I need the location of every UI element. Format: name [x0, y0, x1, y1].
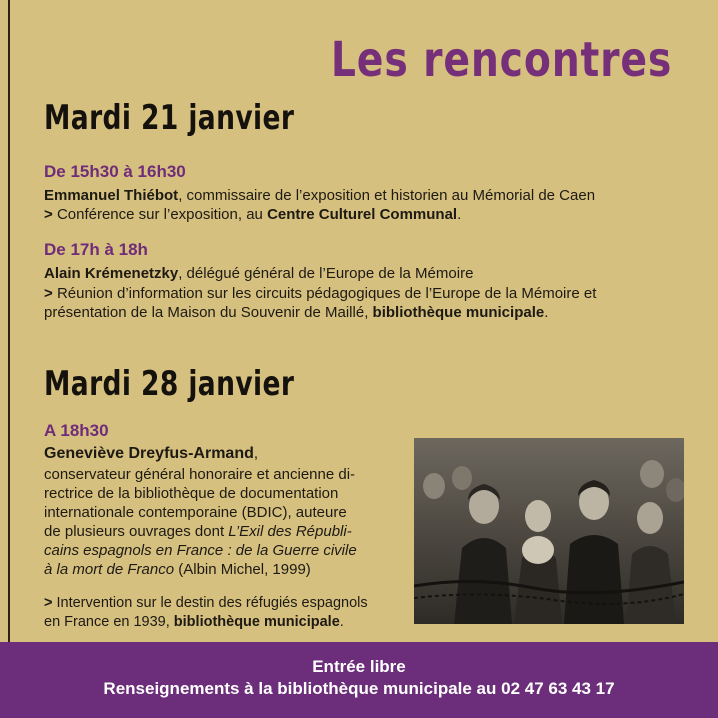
footer-banner [0, 642, 718, 718]
speaker-name: Geneviève Dreyfus-Armand [44, 445, 254, 462]
event-end: . [544, 304, 549, 321]
event-line-conference [44, 205, 461, 224]
bio-line [44, 541, 396, 560]
bio-line: conservateur général honoraire et ancienne di- [44, 466, 356, 483]
page-title: Les rencontres [330, 32, 672, 88]
refugees-photo [414, 438, 684, 624]
speaker-bio [44, 465, 396, 579]
event-end: . [457, 206, 462, 223]
event-text: en France en 1939, [44, 614, 174, 630]
event-text: Conférence sur l’exposition, au [56, 206, 268, 223]
book-title: à la mort de Franco [44, 561, 175, 578]
bio-line [44, 560, 396, 579]
speaker-desc: , délégué général de l’Europe de la Mémoire [178, 265, 474, 282]
event-place: bibliothèque municipale [372, 304, 545, 321]
time-slot-2: De 17h à 18h [44, 240, 148, 259]
footer-info: Renseignements à la bibliothèque municipale au 02 47 63 43 17 [103, 679, 615, 698]
speaker-name: Emmanuel Thiébot [44, 187, 179, 204]
event-line [44, 613, 396, 632]
day-heading-21: Mardi 21 janvier [44, 98, 295, 138]
bio-line: rectrice de la bibliothèque de documentation [44, 485, 339, 502]
event-text: Intervention sur le destin des réfugiés espagnols [56, 595, 368, 611]
refugees-photo-image [414, 438, 684, 624]
bio-text: (Albin Michel, 1999) [174, 561, 311, 578]
event-text: Réunion d’information sur les circuits pédagogiques de l’Europe de la Mémoire et [56, 285, 597, 302]
event-line [44, 594, 396, 613]
footer-free-entry: Entrée libre [312, 657, 406, 676]
arrow-marker: > [44, 595, 57, 611]
arrow-marker: > [44, 285, 57, 302]
speaker-name: Alain Krémenetzky [44, 265, 179, 282]
event-place: Centre Culturel Communal [267, 206, 458, 223]
event-place: bibliothèque municipale [173, 614, 340, 630]
left-border-rule [8, 0, 10, 642]
book-title: cains espagnols en France : de la Guerre civile [44, 542, 357, 559]
speaker-end: , [253, 445, 259, 462]
day-heading-28: Mardi 28 janvier [44, 364, 295, 404]
speaker-line-thiebot [44, 186, 595, 205]
time-slot-1: De 15h30 à 16h30 [44, 162, 186, 181]
speaker-line-dreyfus [44, 444, 258, 463]
speaker-desc: , commissaire de l’exposition et historien au Mémorial de Caen [178, 187, 596, 204]
bio-text: de plusieurs ouvrages dont [44, 523, 229, 540]
bio-line: internationale contemporaine (BDIC), auteure [44, 504, 347, 521]
event-line-reunion-2 [44, 303, 548, 322]
time-slot-3: A 18h30 [44, 421, 109, 440]
event-text: présentation de la Maison du Souvenir de Maillé, [44, 304, 373, 321]
event-intervention [44, 594, 396, 632]
arrow-marker: > [44, 206, 57, 223]
speaker-line-kremenetzky [44, 264, 473, 283]
book-title: L’Exil des Républi- [228, 523, 352, 540]
event-end: . [339, 614, 344, 630]
event-line-reunion-1 [44, 284, 596, 303]
bio-line [44, 522, 396, 541]
